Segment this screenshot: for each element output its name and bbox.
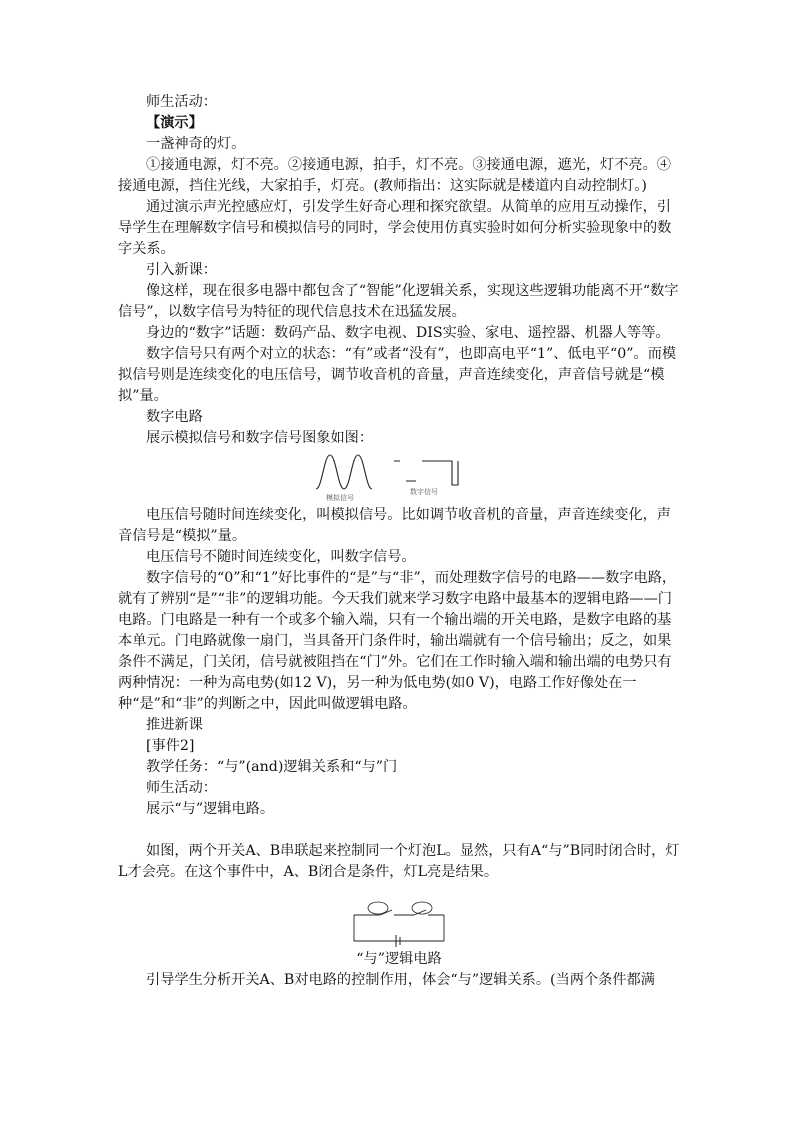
text-line: 师生活动： [146, 94, 217, 110]
circuit-wires [354, 915, 444, 941]
analog-label: 模拟信号 [326, 494, 354, 502]
text-line: 教学任务：“与”(and)逻辑关系和“与”门 [146, 759, 398, 775]
digital-wave [394, 461, 458, 485]
paragraph: 电压信号随时间连续变化，叫模拟信号。比如调节收音机的音量，声音连续变化，声音信号是“模拟”量。 [118, 507, 671, 544]
paragraph: 引导学生分析开关A、B对电路的控制作用，体会“与”逻辑关系。(当两个条件都满 [146, 972, 655, 988]
digital-label: 数字信号 [410, 488, 438, 496]
and-circuit-diagram [344, 897, 454, 949]
text-line: 电压信号不随时间连续变化，叫数字信号。 [146, 549, 416, 565]
spacer [118, 820, 680, 841]
signal-diagram [314, 449, 484, 505]
signal-figure [118, 449, 680, 505]
paragraph: 如图，两个开关A、B串联起来控制同一个灯泡L。显然，只有A“与”B同时闭合时，灯L才会亮。在这个事件中，A、B闭合是条件，灯L亮是结果。 [118, 843, 680, 880]
paragraph: 数字信号只有两个对立的状态：“有”或者“没有”，也即高电平“1”、低电平“0”。而模拟信号则是连续变化的电压信号，调节收音机的音量，声音连续变化，声音信号就是“模拟”量。 [118, 346, 677, 404]
text-line: [事件2] [146, 738, 195, 754]
paragraph: 通过演示声光控感应灯，引发学生好奇心理和探究欲望。从简单的应用互动操作，引导学生在理解数字信号和模拟信号的同时，学会使用仿真实验时如何分析实验现象中的数字关系。 [118, 199, 672, 257]
switch-b-icon [412, 902, 432, 914]
text-line: 数字电路 [146, 409, 203, 425]
text-line: 展示“与”逻辑电路。 [146, 801, 275, 817]
paragraph: 身边的“数字”话题：数码产品、数字电视、DIS实验、家电、遥控器、机器人等等。 [146, 325, 670, 341]
text-line: 一盏神奇的灯。 [146, 136, 246, 152]
circuit-figure [118, 897, 680, 949]
paragraph: ①接通电源，灯不亮。②接通电源，拍手，灯不亮。③接通电源，遮光，灯不亮。④接通电源，挡住光线，大家拍手，灯亮。(教师指出：这实际就是楼道内自动控制灯。) [118, 157, 671, 194]
text-line: 展示模拟信号和数字信号图象如图： [146, 430, 374, 446]
switch-a-icon [368, 902, 388, 914]
text-line: 师生活动： [146, 780, 217, 796]
document-page [118, 92, 680, 991]
figure-caption: “与”逻辑电路 [356, 951, 442, 967]
text-line: 引入新课： [146, 262, 217, 278]
paragraph: 像这样，现在很多电器中都包含了“智能”化逻辑关系，实现这些逻辑功能离不开“数字信号”，以数字信号为特征的现代信息技术在迅猛发展。 [118, 283, 679, 320]
paragraph: 数字信号的“0”和“1”好比事件的“是”与“非”，而处理数字信号的电路——数字电路，就有了辨别“是”“非”的逻辑功能。今天我们就来学习数字电路中最基本的逻辑电路——门电路。门电路是一种有一个或多个输入端，只有一个输出端的开关电路，是数字电路的基本单元。门电路就像一扇门，当具备开门条件时，输出端就有一个信号输出；反之，如果条件不满足，门关闭，信号就被阻挡在“门”外。它们在工作时输入端和输出端的电势只有两种情况：一种为高电势(如12 V)，另一种为低电势(如0 V)，电路工作好像处在一种“是”和“非”的判断之中，因此叫做逻辑电路。 [118, 570, 677, 712]
analog-wave [316, 455, 372, 489]
section-label: 【演示】 [146, 115, 203, 131]
text-line: 推进新课 [146, 717, 203, 733]
